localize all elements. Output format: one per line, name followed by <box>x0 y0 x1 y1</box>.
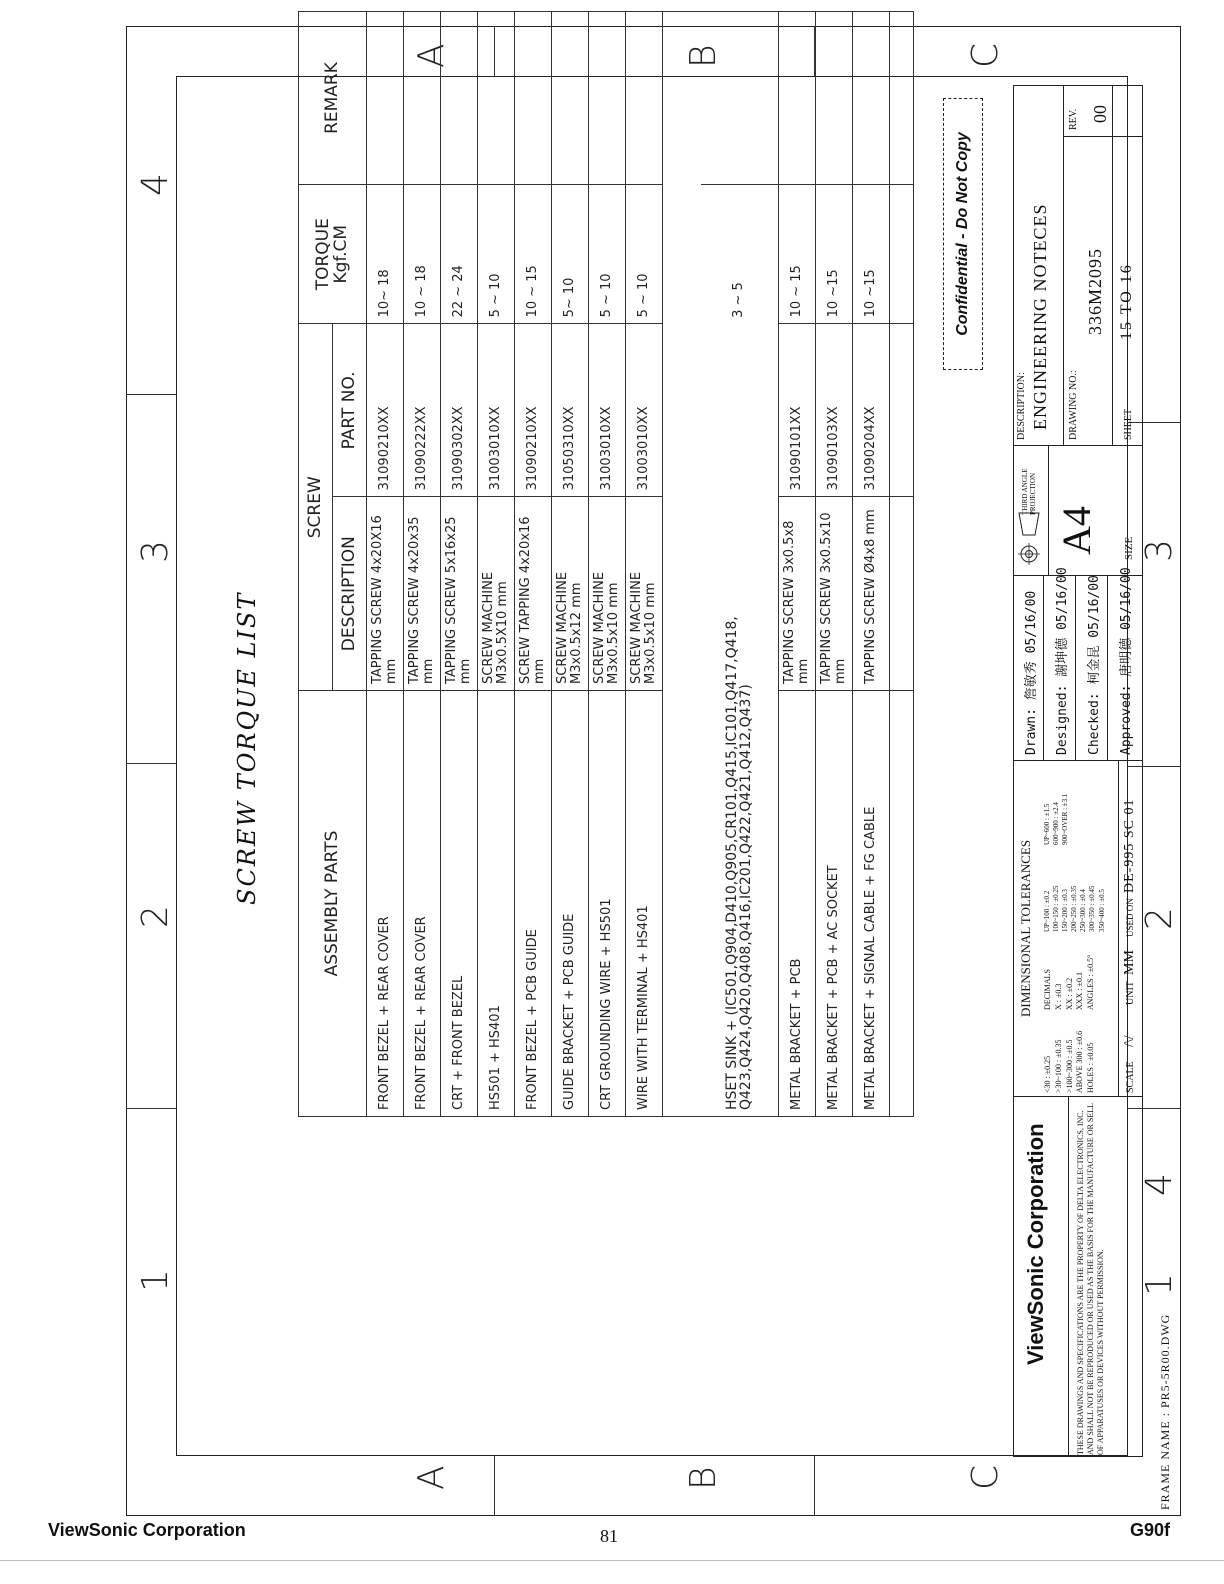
zone-letter-a-bottom: A <box>411 1465 452 1490</box>
table-row <box>779 12 816 1117</box>
cell-assembly: GUIDE BRACKET + PCB GUIDE <box>552 691 589 1117</box>
cell-remark <box>515 12 552 185</box>
company-name: ViewSonic Corporation <box>1023 1123 1048 1365</box>
table-row <box>441 12 478 1117</box>
drawn-by: Drawn: 詹敏秀 05/16/00 <box>1024 590 1039 755</box>
cell-remark <box>779 12 816 185</box>
sheet-title: SCREW TORQUE LIST <box>233 591 261 905</box>
footer-model: G90f <box>1130 1520 1171 1540</box>
cell-part-no: 31003010XX <box>626 324 663 497</box>
cell-description: TAPPING SCREW 3x0.5x10 mm <box>816 497 853 691</box>
zone-number-3-top: 3 <box>135 540 176 563</box>
cell-torque: 5~ 10 <box>552 185 589 324</box>
cell-description: TAPPING SCREW 5x16x25 mm <box>441 497 478 691</box>
cell-description: TAPPING SCREW 4x20x35 mm <box>404 497 441 691</box>
cell-assembly: METAL BRACKET + PCB <box>779 691 816 1117</box>
signature-divider <box>1107 576 1108 761</box>
confidential-stamp: Confidential - Do Not Copy <box>943 98 983 370</box>
cell-description: SCREW MACHINE M3x0.5x10 mm <box>589 497 626 691</box>
cell-remark <box>404 12 441 185</box>
header-part-no: PART NO. <box>333 324 367 497</box>
projection-divider <box>1048 446 1049 576</box>
cell-remark <box>816 12 853 185</box>
zone-letter-c-bottom: C <box>965 1464 1006 1490</box>
cell-description: SCREW MACHINE M3x0.5X10 mm <box>478 497 515 691</box>
cell-part-no: 31090210XX <box>367 324 404 497</box>
cell-torque: 5 ~ 10 <box>589 185 626 324</box>
cell-part-no: 31090103XX <box>816 324 853 497</box>
cell-part-no: 31090302XX <box>441 324 478 497</box>
signature-divider <box>1043 576 1044 761</box>
zone-number-3-bottom: 3 <box>1139 539 1180 562</box>
used-on-label: USED ON <box>1125 898 1135 937</box>
table-row <box>626 12 663 1117</box>
cell-remark <box>552 12 589 185</box>
table-row <box>816 12 853 1117</box>
zone-letter-b-bottom: B <box>683 1466 724 1490</box>
cell-part-no: 31090101XX <box>779 324 816 497</box>
cell-description: TAPPING SCREW 4x20X16 mm <box>367 497 404 691</box>
tolerance-column-1: <30 : ±0.25 >30~100 : ±0.35 >100~300 : ±0.5 ABOVE 300 : ±0.6 HOLES : ±0.05 <box>1043 1030 1096 1093</box>
table-row <box>589 12 626 1117</box>
cell-assembly: WIRE WITH TERMINAL + HS401 <box>626 691 663 1117</box>
table-row-blank <box>890 12 914 1117</box>
cell-remark <box>853 12 890 185</box>
cell-torque: 10 ~15 <box>816 185 853 324</box>
unit-value: MM <box>1122 950 1137 975</box>
cell-remark <box>701 12 779 185</box>
landscape-sheet <box>128 27 1180 1515</box>
footer-company: ViewSonic Corporation <box>48 1520 246 1540</box>
cell-part-no: 31090204XX <box>853 324 890 497</box>
used-on-value: DE-995 SC 01 <box>1122 798 1137 893</box>
cell-part-no: 31003010XX <box>478 324 515 497</box>
tolerance-column-3: UP~100 : ±0.2 100~150 : ±0.25 150~200 : ±0.3 200~250 : ±0.35 250~300 : ±0.4 300~350 : ±0.45 350~400 : ±0.5 <box>1043 885 1106 932</box>
description-label: DESCRIPTION: <box>1016 372 1027 440</box>
cell-torque: 10 ~ 18 <box>404 185 441 324</box>
table-row <box>552 12 589 1117</box>
cell-remark <box>478 12 515 185</box>
cell-assembly: FRONT BEZEL + REAR COVER <box>404 691 441 1117</box>
table-row <box>404 12 441 1117</box>
cell-torque: 5 ~ 10 <box>478 185 515 324</box>
rev-value: 00 <box>1090 105 1110 123</box>
cell-description: SCREW TAPPING 4x20x16 mm <box>515 497 552 691</box>
checked-by: Checked: 柯金昆 05/16/00 <box>1087 575 1102 755</box>
cell-remark <box>589 12 626 185</box>
designed-by: Designed: 謝坤德 05/16/00 <box>1055 567 1070 755</box>
zone-number-1-top: 1 <box>135 1269 176 1292</box>
size-label: SIZE <box>1123 536 1135 560</box>
projection-label: THIRD ANGLE PROJECTION <box>1021 468 1038 515</box>
zone-number-1-bottom: 1 <box>1139 1273 1180 1296</box>
zone-number-4-bottom: 4 <box>1139 1173 1180 1196</box>
cell-part-no: 31090210XX <box>515 324 552 497</box>
cell-assembly: FRONT BEZEL + REAR COVER <box>367 691 404 1117</box>
cell-description: SCREW MACHINE M3x0.5x12 mm <box>552 497 589 691</box>
description-divider <box>1063 85 1064 446</box>
zone-letter-b-top: B <box>683 44 724 68</box>
header-torque: TORQUE Kgf.CM <box>299 185 367 324</box>
cell-assembly: FRONT BEZEL + PCB GUIDE <box>515 691 552 1117</box>
drawing-no-value: 336M2095 <box>1085 247 1105 335</box>
property-notice: THESE DRAWINGS AND SPECIFICATIONS ARE THE PROPERTY OF DELTA ELECTRONICS, INC. AND SHALL NOT BE REPRODUCED OR USED AS THE BASIS FOR THE MANUFACTURE OR SELL OF APPARATUSES OR DEVICES WITHOUT PERMISSION. <box>1076 1103 1105 1455</box>
sheet-value: 15 TO 16 <box>1118 263 1135 340</box>
screw-torque-table <box>298 11 914 1117</box>
cell-description: TAPPING SCREW 3x0.5x8 mm <box>779 497 816 691</box>
zone-letter-c-top: C <box>965 42 1006 68</box>
cell-remark <box>626 12 663 185</box>
tolerance-column-2: DECIMALS X : ±0.3 XX : ±0.2 XXX : ±0.1 ANGLES : ±0.5° <box>1043 954 1096 1010</box>
frame-name: FRAME NAME : PR5-5R00.DWG <box>1158 1313 1172 1510</box>
cell-description: SCREW MACHINE M3x0.5x10 mm <box>626 497 663 691</box>
zone-number-2-top: 2 <box>135 905 176 928</box>
header-description: DESCRIPTION <box>333 497 367 691</box>
cell-torque: 10 ~ 15 <box>779 185 816 324</box>
approved-by: Approved: 唐明德 05/16/00 <box>1119 567 1134 755</box>
header-screw: SCREW <box>299 324 333 691</box>
table-row <box>515 12 552 1117</box>
cell-assembly: CRT GROUNDING WIRE + HS501 <box>589 691 626 1117</box>
cell-remark <box>367 12 404 185</box>
size-block-divider <box>1013 445 1143 446</box>
sheet-label: SHEET <box>1123 408 1134 440</box>
header-remark: REMARK <box>299 12 367 185</box>
cell-torque: 10 ~15 <box>853 185 890 324</box>
cell-part-no: 31003010XX <box>589 324 626 497</box>
rev-divider <box>1063 136 1143 137</box>
cell-torque: 10 ~ 15 <box>515 185 552 324</box>
zone-number-2-bottom: 2 <box>1139 907 1180 930</box>
tolerances-title: DIMENSIONAL TOLERANCES <box>1018 839 1033 1017</box>
cell-torque: 10~ 18 <box>367 185 404 324</box>
cell-hset-assembly: HSET SINK + (IC501,Q904,D410,Q905,CR101,Q415,IC101,Q417,Q418, Q423,Q424,Q420,Q408,Q416,IC201,Q422,Q421,Q412,Q437) <box>701 324 779 1117</box>
cell-description: TAPPING SCREW Ø4x8 mm <box>853 497 890 691</box>
footer-rule <box>0 1560 1224 1561</box>
table-row <box>367 12 404 1117</box>
table-row-hset <box>701 12 779 1117</box>
description-value: ENGINEERING NOTECES <box>1030 203 1050 430</box>
cell-torque: 5 ~ 10 <box>626 185 663 324</box>
drawing-no-divider <box>1112 85 1113 446</box>
cell-assembly: HS501 + HS401 <box>478 691 515 1117</box>
zone-letter-a-top: A <box>411 43 452 68</box>
page-number: 81 <box>600 1526 618 1546</box>
unit-label: UNIT <box>1125 981 1136 1005</box>
header-assembly-parts: ASSEMBLY PARTS <box>299 691 367 1117</box>
tolerance-block-divider <box>1013 760 1143 761</box>
zone-number-4-top: 4 <box>135 173 176 196</box>
cell-part-no: 31090222XX <box>404 324 441 497</box>
cell-remark <box>441 12 478 185</box>
notice-divider <box>1068 1097 1069 1457</box>
size-value: A4 <box>1054 506 1099 555</box>
rev-label: REV. <box>1068 108 1079 130</box>
cell-torque: 22 ~ 24 <box>441 185 478 324</box>
table-row-spacer <box>663 12 701 1117</box>
projection-symbol-icon <box>1018 509 1045 565</box>
cell-torque: 3 ~ 5 <box>701 185 779 324</box>
scale-value: /\/ <box>1122 1035 1137 1047</box>
table-row <box>478 12 515 1117</box>
signature-divider <box>1075 576 1076 761</box>
cell-assembly: METAL BRACKET + PCB + AC SOCKET <box>816 691 853 1117</box>
tolerance-column-4: UP~600 : ±1.5 600~900 : ±2.4 900~OVER : ±3.1 <box>1043 793 1070 845</box>
table-row <box>853 12 890 1117</box>
signature-block-divider <box>1013 575 1143 576</box>
scale-label: SCALE <box>1125 1061 1136 1093</box>
cell-assembly: METAL BRACKET + SIGNAL CABLE + FG CABLE <box>853 691 890 1117</box>
cell-part-no: 31050310XX <box>552 324 589 497</box>
drawing-no-label: DRAWING NO.: <box>1068 370 1079 440</box>
cell-assembly: CRT + FRONT BEZEL <box>441 691 478 1117</box>
